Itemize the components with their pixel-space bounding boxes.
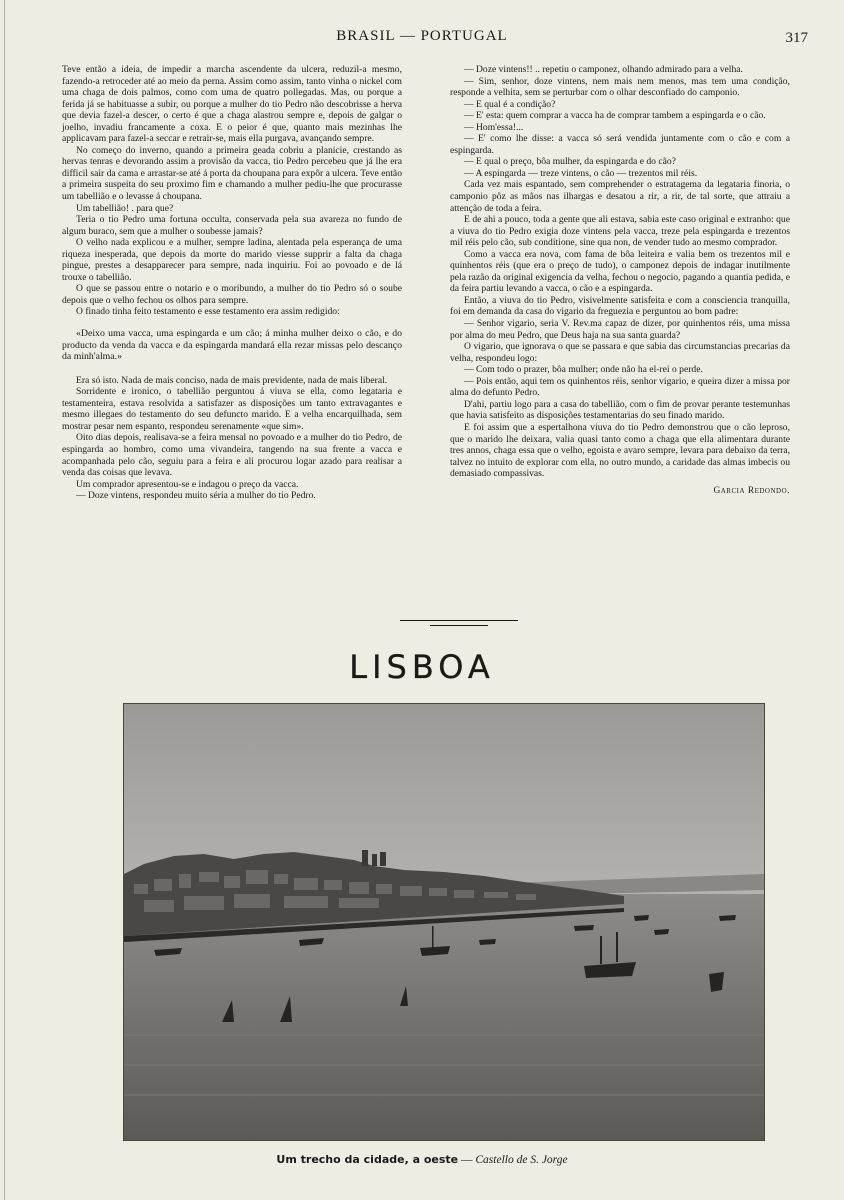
- paragraph: — E' como lhe disse: a vacca só será vendida juntamente com o cão e com a espingarda.: [450, 133, 790, 156]
- paragraph: Como a vacca era nova, com fama de bôa leiteira e valia bem os trezentos mil e quinhentos réis (que era o preço de tudo), o camponez depois de indagar inutilmente pela razão da original exigencia da velha, fechou o negocio, pagando a quantia pedida, e da feira partiu levando a vacca, o cão e a espingarda.: [450, 248, 790, 295]
- testament-quote: «Deixo uma vacca, uma espingarda e um cão; á minha mulher deixo o cão, e do producto da venda da vacca e da espingarda mandará ella rezar missas pelo descanço da minh'alma.»: [62, 328, 402, 363]
- paragraph: No começo do inverno, quando a primeira geada cobriu a planicie, crestando as hervas tenras e devorando assim a provisão da vacca, tio Pedro percebeu que já lhe era difficil sair da cama e arrastar-se até á porta da choupana para expôr a ulcera. Teve então a primeira suspeita do seu proximo fim e chamando a mulher pediu-lhe que procurasse um tabellião e o levasse á choupana.: [62, 144, 402, 203]
- paragraph: O vigario, que ignorava o que se passara e que sabia das circumstancias precarias da velha, respondeu logo:: [450, 341, 790, 364]
- paragraph: — Senhor vigario, seria V. Rev.ma capaz de dizer, por quinhentos réis, uma missa por alma do meu Pedro, que Deus haja na sua santa guarda?: [450, 318, 790, 341]
- paragraph: — Doze vintens!! .. repetiu o camponez, olhando admirado para a velha.: [464, 64, 743, 75]
- running-head: BRASIL — PORTUGAL: [336, 28, 508, 44]
- section-divider-rule-short: [430, 625, 488, 626]
- left-column: [62, 64, 402, 502]
- photo-caption: [0, 1153, 844, 1166]
- paragraph: — Sim, senhor, doze vintens, nem mais nem menos, mas tem uma condição, responde a velhita, sem se perturbar com o olhar desconfiado do camponio.: [450, 75, 790, 99]
- paragraph: — Doze vintens, respondeu muito séria a mulher do tio Pedro.: [76, 490, 316, 502]
- paragraph: Um comprador apresentou-se e indagou o preço da vacca.: [76, 478, 299, 490]
- page-edge-line: [4, 0, 5, 1200]
- paragraph: — A espingarda — treze vintens, o cão — trezentos mil réis.: [464, 167, 698, 179]
- paragraph: — E' esta: quem comprar a vacca ha de comprar tambem a espingarda e o cão.: [464, 110, 766, 122]
- section-title: LISBOA: [349, 648, 495, 686]
- caption-title: Um trecho da cidade, a oeste: [276, 1153, 459, 1166]
- right-column: [450, 64, 790, 497]
- paragraph: — E qual o preço, bôa mulher, da espingarda e do cão?: [464, 156, 676, 168]
- paragraph: — Pois então, aqui tem os quinhentos réis, senhor vigario, e queira dizer a missa por alma do defunto Pedro.: [450, 375, 790, 399]
- caption-separator: —: [458, 1154, 476, 1166]
- paragraph: E de ahi a pouco, toda a gente que ali estava, sabia este caso original e extranho: que a viuva do tio Pedro exigia doze vintens pela vacca, treze pela espingarda e trezentos mil réis pelo cão, sub conditione, sine qua non, de vender tudo ao mesmo comprador.: [450, 214, 790, 249]
- lisbon-harbour-photo: [123, 703, 765, 1141]
- paragraph: Era só isto. Nada de mais conciso, nada de mais previdente, nada de mais liberal.: [76, 374, 388, 386]
- paragraph: Sorridente e ironico, o tabellião perguntou á viuva se ella, como legataria e testamenteira, estava resolvida a satisfazer as disposições um tanto extravagantes e mesmo illegaes do testamento do seu defuncto marido. E a velha encarquilhada, sem mostrar pesar nem espanto, respondeu serenamente «que sim».: [62, 386, 402, 432]
- section-divider-rule: [400, 620, 518, 621]
- caption-subtitle: Castello de S. Jorge: [475, 1154, 568, 1166]
- paragraph: Cada vez mais espantado, sem comprehender o estratagema da legataria finoria, o camponio pôz as mãos nas ilhargas e desatou a rir, a rir, de tal sorte, que attraiu a attenção de toda a feira.: [450, 179, 790, 214]
- paragraph: O finado tinha feito testamento e esse testamento era assim redigido:: [76, 306, 340, 318]
- page-number: 317: [785, 30, 808, 46]
- author-signature: Garcia Redondo.: [713, 485, 790, 496]
- paragraph: — Com todo o prazer, bôa mulher; onde não ha el-rei o perde.: [464, 364, 703, 376]
- paragraph: — E qual é a condição?: [464, 98, 556, 110]
- paragraph: Um tabellião! . para que?: [76, 202, 174, 214]
- paragraph: Então, a viuva do tio Pedro, visivelmente satisfeita e com a consciencia tranquilla, foi em demanda da casa do vigario da freguezia e perguntou ao bom padre:: [450, 294, 790, 318]
- paragraph: — Hom'essa!...: [464, 121, 524, 133]
- harbour-photo-illustration: [124, 704, 764, 1140]
- paragraph: O que se passou entre o notario e o moribundo, a mulher do tio Pedro só o soube depois que o velho fechou os olhos para sempre.: [62, 283, 402, 306]
- paragraph: Oito dias depois, realisava-se a feira mensal no povoado e a mulher do tio Pedro, de espingarda ao hombro, como uma vivandeira, tangendo na sua frente a vacca e acompanhada pelo cão, seguiu para a feira e ali procurou logar azado para realisar a venda das coisas que levava.: [62, 432, 402, 479]
- paragraph: E foi assim que a espertalhona viuva do tio Pedro demonstrou que o cão leproso, que o marido lhe deixara, valia quasi tanto como a chaga que ella alimentara durante tres annos, chaga essa que o velho, egoista e avaro sempre, levara para debaixo da terra, talvez no intuito de explorar com ella, no outro mundo, a caridade das almas imbecis ou demasiado compassivas.: [450, 421, 790, 480]
- paragraph: O velho nada explicou e a mulher, sempre ladina, alentada pela esperança de uma riqueza inesperada, que depois da morte do marido viesse supprir a falta da chaga pingue, prestes a desapparecer para sempre, nada inquiriu. Foi ao povoado e de lá trouxe o tabellião.: [62, 237, 402, 283]
- paragraph: D'ahi, partiu logo para a casa do tabellião, com o fim de provar perante testemunhas que havia satisfeito as disposições testamentarias do seu finado marido.: [450, 398, 790, 422]
- paragraph: Teria o tio Pedro uma fortuna occulta, conservada pela sua avareza no fundo de algum buraco, sem que a mulher o soubesse jamais?: [62, 214, 402, 237]
- paragraph: Teve então a ideia, de impedir a marcha ascendente da ulcera, reduzil-a mesmo, fazendo-a retroceder até ao meio da perna. Assim como assim, tanto vinha o nickel com uma chaga de dois palmos, como com uma de quatro pollegadas. Mas, ou porque a ferida já se habituasse a subir, ou porque a mulher do tio Pedro não descobrisse a herva que devia fazel-a descer, o certo é que a chaga alastrou sempre e, depois de galgar o joelho, invadiu francamente a coxa. E o peior é que, quanto mais mezinhas lhe applicavam para fazel-a seccar e retrair-se, mais ella purgava, avançando sempre.: [62, 64, 402, 145]
